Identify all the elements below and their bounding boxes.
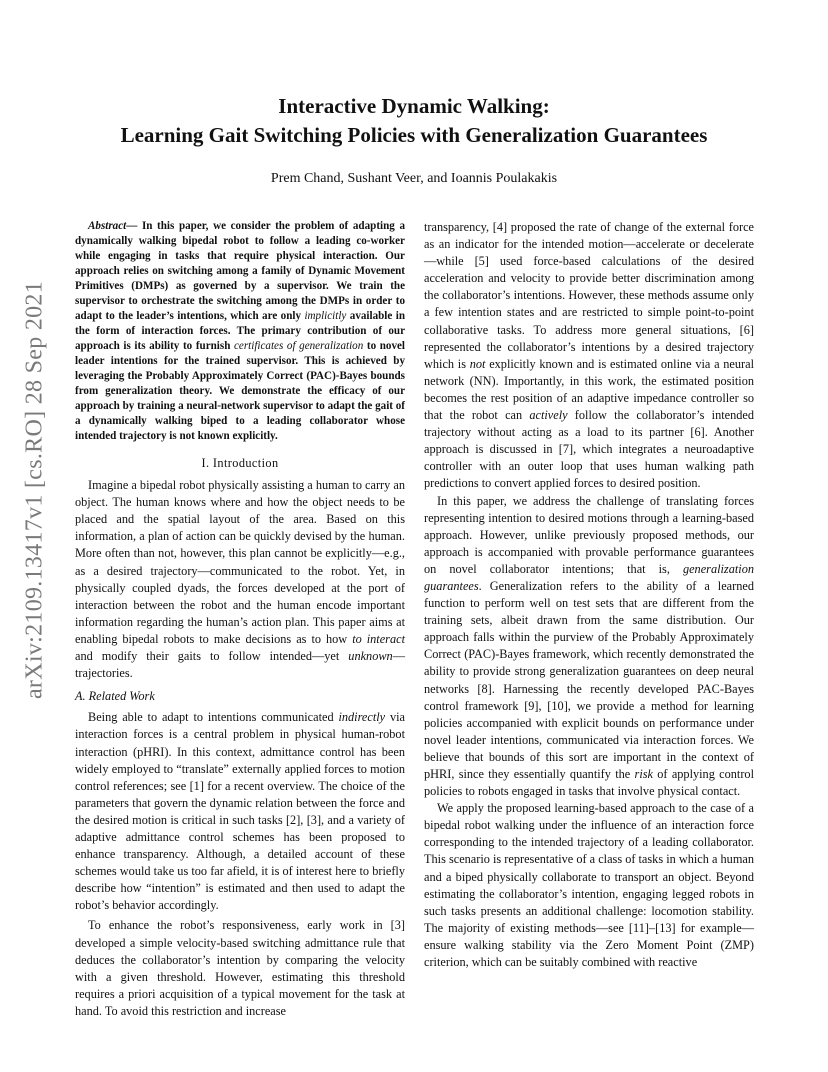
- title-line-2: Learning Gait Switching Policies with Generalization Guarantees: [120, 123, 708, 147]
- section-heading-introduction: I. Introduction: [201, 456, 279, 470]
- abstract-paragraph: Abstract— In this paper, we consider the problem of adapting a dynamically walking bipedal robot to follow a leading co-worker while engaging in tasks that require physical interaction. Our approach relies on switching among a family of Dynamic Movement Primitives (DMPs) as governed by a supervisor. We train the supervisor to orchestrate the switching among the DMPs in order to adapt to the leader’s intentions, which are only implicitly available in the form of interaction forces. The primary contribution of our approach is its ability to furnish certificates of generalization to novel leader intentions for the trained supervisor. This is achieved by leveraging the Probably Approximately Correct (PAC)-Bayes bounds from generalization theory. We demonstrate the efficacy of our approach by training a neural-network supervisor to adapt the gait of a dynamically walking biped to a leading collaborator whose intended trajectory is not known explicitly.: [75, 220, 406, 442]
- intro-paragraph: Imagine a bipedal robot physically assisting a human to carry an object. The human knows where and how the object needs to be placed and the spatial layout of the area. Based on this information, a plan of action can be quickly devised by the human. More often than not, however, this plan cannot be explicitly—e.g., as a desired trajectory—communicated to the robot. Yet, in physically coupled dyads, the forces developed at the port of interaction between the robot and the human encode important information regarding the human’s action plan. This paper aims at enabling bipedal robots to make decisions as to how to interact and modify their gaits to follow intended—yet unknown—trajectories.: [75, 478, 405, 681]
- paper-title: [60, 92, 768, 150]
- related-work-paragraph-2: To enhance the robot’s responsiveness, early work in [3] developed a simple velocity-based switching admittance rule that deduces the collaborator’s intention by comparing the velocity with a given threshold. However, estimating this threshold requires a priori acquisition of a typical movement for the task at hand. To avoid this restriction and increase: [75, 918, 405, 1018]
- title-line-1: Interactive Dynamic Walking:: [278, 94, 550, 118]
- arxiv-id-text: arXiv:2109.13417v1 [cs.RO] 28 Sep 2021: [21, 280, 48, 700]
- left-column: [75, 219, 405, 1020]
- abstract-label: Abstract: [88, 220, 127, 232]
- author-list: Prem Chand, Sushant Veer, and Ioannis Poulakakis: [270, 171, 558, 186]
- arxiv-sidebar-stamp: [21, 280, 48, 700]
- right-paragraph-1: transparency, [4] proposed the rate of change of the external force as an indicator for the intended motion—accelerate or decelerate—while [5] used force-based calculations of the desired acceleration and velocity to provide better discrimination among the collaborator’s intentions. However, these methods assume only a few intention states and are restricted to simple point-to-point collaborative tasks. To address more general situations, [6] represented the collaborator’s intentions by a desired trajectory which is not explicitly known and is estimated online via a neural network (NN). Importantly, in this work, the estimated position becomes the rest position of an adaptive impedance controller so that the robot can actively follow the collaborator’s intended trajectory without acting as a load to its partner [6]. Another approach is discussed in [7], which integrates a neuroadaptive controller with an outer loop that uses human walking path predictions to convert applied forces to desired position.: [424, 220, 755, 491]
- right-paragraph-3: We apply the proposed learning-based approach to the case of a bipedal robot walking under the influence of an interaction force corresponding to the intended trajectory of a leading collaborator. This scenario is representative of a class of tasks in which a human and a biped physically collaborate to transport an object. Beyond estimating the collaborator’s intention, engaging legged robots in such tasks presents an additional challenge: locomotion stability. The majority of existing methods—see [11]–[13] for example—ensure walking stability via the Zero Moment Point (ZMP) criterion, which can be suitably combined with reactive: [424, 801, 754, 970]
- right-column: [424, 219, 754, 971]
- subsection-heading-related-work: A. Related Work: [75, 689, 155, 704]
- related-work-paragraph-1: Being able to adapt to intentions communicated indirectly via interaction forces is a central problem in physical human-robot interaction (pHRI). In this context, admittance control has been widely employed to “translate” externally applied forces to motion control references; see [1] for a recent overview. The choice of the parameters that govern the dynamic relation between the force and the desired motion is critical in such tasks [2], [3], and a variety of adaptive admittance control schemes has been proposed to enhance transparency. Although, a detailed account of these schemes would take us too far afield, it is of interest here to briefly describe how “intention” is estimated and then used to adapt the robot’s behavior accordingly.: [75, 710, 405, 913]
- right-paragraph-2: In this paper, we address the challenge of translating forces representing intention to desired motions through a learning-based approach. However, unlike previously proposed methods, our approach is accompanied with provable performance guarantees on novel collaborator intentions; that is, generalization guarantees. Generalization refers to the ability of a learned function to perform well on test sets that are different from the training sets, albeit drawn from the same distribution. Our approach falls within the purview of the Probably Approximately Correct (PAC)-Bayes framework, which recently demonstrated the ability to provide strong generalization guarantees on deep neural networks [8]. Harnessing the recently developed PAC-Bayes control framework [9], [10], we provide a method for learning policies accompanied with explicit bounds on performance under novel leader intentions, communicated via interaction forces. We believe that bounds of this sort are important in the context of pHRI, since they essentially quantify the risk of applying control policies to robots engaged in tasks that involve physical contact.: [424, 493, 754, 799]
